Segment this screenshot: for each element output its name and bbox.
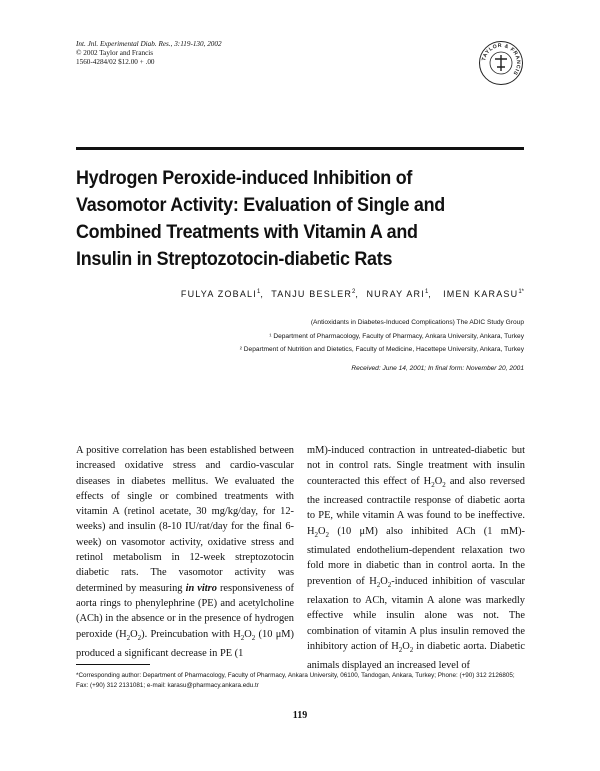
- affiliation-2: ² Department of Nutrition and Dietetics, Faculty of Medicine, Hacettepe University, Ankara, Turkey: [239, 346, 524, 353]
- author-affiliation-mark: 1*: [518, 289, 524, 295]
- in-vitro-emphasis: in vitro: [185, 582, 217, 594]
- header-rule: [76, 147, 524, 150]
- affiliation-1: ¹ Department of Pharmacology, Faculty of Pharmacy, Ankara University, Ankara, Turkey: [269, 332, 524, 340]
- article-title: Hydrogen Peroxide-induced Inhibition of Vasomotor Activity: Evaluation of Single and Combined Treatments with Vitamin A and Insulin in Streptozotocin-diabetic Rats: [76, 167, 445, 270]
- author-affiliation-mark: 1: [424, 289, 429, 295]
- journal-copyright: © 2002 Taylor and Francis: [76, 49, 154, 58]
- author-affiliation-mark: 2: [352, 289, 356, 295]
- author-list: FULYA ZOBALI$^1$, TANJU BESLER$^2$, NURAY ARI$^1$, IMEN $KARASU^{1*}$: [180, 289, 524, 299]
- corresponding-author-footnote: *Corresponding author: Department of Pharmacology, Faculty of Pharmacy, Ankara University, 06100, Tandogan, Ankara, Turkey; Phone: (+90) 312 2126805; Fax: (+90) 312 2131081; e-mail: karasu@pharmacy.ankara.edu.tr: [76, 672, 515, 689]
- author-name: NURAY ARI: [366, 289, 425, 299]
- publisher-logo-icon: [478, 40, 524, 86]
- received-dates: Received: June 14, 2001; In final form: November 20, 2001: [351, 365, 524, 372]
- journal-info: [76, 40, 222, 68]
- affiliations: [240, 316, 524, 357]
- study-group: (Antioxidants in Diabetes-Induced Complications) The ADIC Study Group: [310, 319, 524, 326]
- author-name: TANJU BESLER: [271, 289, 353, 299]
- footnote-rule: [76, 664, 150, 665]
- logo-text: TAYLOR & FRANCIS: [481, 42, 522, 77]
- journal-issn: 1560-4284/02 $12.00 + .00: [76, 58, 155, 67]
- author-affiliation-mark: 1: [256, 289, 261, 295]
- page-number: 119: [292, 710, 308, 721]
- abstract-column-right: mM)-induced contraction in untreated-diabetic but not in control rats. Single treatment with insulin counteracted this effect of $H_2O_2$ and also reversed the increased contractile response of diabetic aorta to PE, while vitamin A was found to be ineffective. $H_2O_2$ (10 μM) also inhibited ACh (1 mM)-stimulated endothelium-dependent relaxation two fold more in diabetic than in control aorta. In the prevention of $H_2O_2$-induced inhibition of vascular relaxation to ACh, vitamin A alone was markedly effective while insulin alone was not. The combination of vitamin A plus insulin removed the inhibitory action of $H_2O_2$ in diabetic aorta. Diabetic animals displayed an increased level of: [307, 445, 526, 672]
- journal-citation: Int. Jnl. Experimental Diab. Res., 3:119-130, 2002: [76, 40, 222, 48]
- abstract-column-left: A positive correlation has been established between increased oxidative stress and cardio-vascular diseases in diabetes mellitus. We evaluated the effects of single or combined treatments with vitamin A (retinol acetate, 30 mg/kg/day, for 12-weeks) and insulin (8-10 IU/rat/day for the final 6-week) on vasomotor activity, oxidative stress and retinol metabolism in 12-week streptozotocin diabetic rats. The vasomotor activity was determined by measuring in vitro responsiveness of aorta rings to phenylephrine (PE) and acetylcholine (ACh) in the absence or in the presence of hydrogen peroxide $(H_2O_2)$. Preincubation with $H_2O_2$ (10 μM) produced a significant decrease in PE (1: [76, 445, 294, 659]
- author-name: FULYA ZOBALI: [180, 289, 257, 299]
- author-name: IMEN KARASU: [443, 289, 519, 299]
